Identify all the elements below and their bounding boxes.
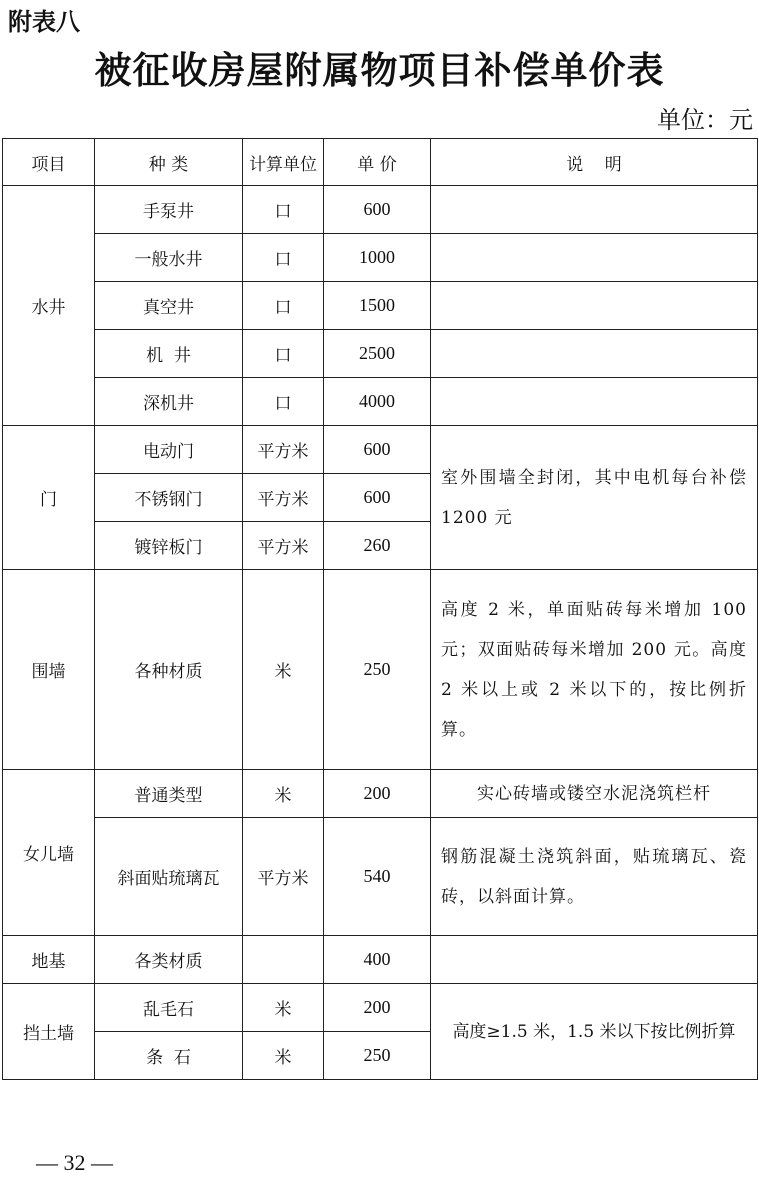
unit-cell: 口 — [243, 234, 324, 282]
kind-cell: 镀锌板门 — [95, 522, 243, 570]
note-cell: 高度≥1.5 米，1.5 米以下按比例折算 — [431, 984, 758, 1080]
note-cell: 实心砖墙或镂空水泥浇筑栏杆 — [431, 770, 758, 818]
header-note: 说 明 — [431, 139, 758, 186]
kind-cell: 普通类型 — [95, 770, 243, 818]
kind-cell: 条 石 — [95, 1032, 243, 1080]
kind-cell: 不锈钢门 — [95, 474, 243, 522]
table-row — [3, 234, 758, 282]
kind-cell: 乱毛石 — [95, 984, 243, 1032]
note-cell — [431, 186, 758, 234]
compensation-table — [2, 138, 758, 1080]
header-price: 单 价 — [324, 139, 431, 186]
note-cell: 钢筋混凝土浇筑斜面，贴琉璃瓦、瓷砖，以斜面计算。 — [431, 818, 758, 936]
unit-cell: 米 — [243, 1032, 324, 1080]
unit-cell: 平方米 — [243, 474, 324, 522]
table-row — [3, 818, 758, 936]
price-cell: 400 — [324, 936, 431, 984]
price-cell: 260 — [324, 522, 431, 570]
price-cell: 200 — [324, 984, 431, 1032]
price-cell: 600 — [324, 186, 431, 234]
item-cell: 水井 — [3, 186, 95, 426]
table-row — [3, 186, 758, 234]
table-row — [3, 770, 758, 818]
unit-cell: 口 — [243, 330, 324, 378]
table-row — [3, 570, 758, 770]
unit-cell: 口 — [243, 378, 324, 426]
unit-cell — [243, 936, 324, 984]
note-cell — [431, 378, 758, 426]
item-cell: 挡土墙 — [3, 984, 95, 1080]
kind-cell: 斜面贴琉璃瓦 — [95, 818, 243, 936]
item-cell: 围墙 — [3, 570, 95, 770]
page-number: — 32 — — [36, 1150, 113, 1175]
appendix-label: 附表八 — [8, 8, 80, 36]
unit-cell: 平方米 — [243, 818, 324, 936]
header-item: 项目 — [3, 139, 95, 186]
page-title: 被征收房屋附属物项目补偿单价表 — [94, 49, 665, 92]
table-header-row — [3, 139, 758, 186]
unit-cell: 口 — [243, 186, 324, 234]
kind-cell: 手泵井 — [95, 186, 243, 234]
table-row — [3, 984, 758, 1032]
kind-cell: 各类材质 — [95, 936, 243, 984]
unit-cell: 平方米 — [243, 426, 324, 474]
note-cell — [431, 282, 758, 330]
price-cell: 250 — [324, 1032, 431, 1080]
table-row — [3, 378, 758, 426]
note-cell: 室外围墙全封闭，其中电机每台补偿 1200 元 — [431, 426, 758, 570]
header-unit: 计算单位 — [243, 139, 324, 186]
price-cell: 1500 — [324, 282, 431, 330]
price-cell: 600 — [324, 426, 431, 474]
item-cell: 女儿墙 — [3, 770, 95, 936]
table-row — [3, 330, 758, 378]
price-cell: 4000 — [324, 378, 431, 426]
header-kind: 种 类 — [95, 139, 243, 186]
price-cell: 250 — [324, 570, 431, 770]
price-cell: 200 — [324, 770, 431, 818]
kind-cell: 机 井 — [95, 330, 243, 378]
unit-cell: 口 — [243, 282, 324, 330]
unit-label: 单位：元 — [657, 106, 753, 134]
note-cell — [431, 330, 758, 378]
table-row — [3, 426, 758, 474]
note-cell — [431, 936, 758, 984]
item-cell: 门 — [3, 426, 95, 570]
kind-cell: 一般水井 — [95, 234, 243, 282]
note-cell: 高度 2 米，单面贴砖每米增加 100 元；双面贴砖每米增加 200 元。高度 2 米以上或 2 米以下的，按比例折算。 — [431, 570, 758, 770]
price-cell: 2500 — [324, 330, 431, 378]
unit-cell: 米 — [243, 570, 324, 770]
kind-cell: 深机井 — [95, 378, 243, 426]
table-row — [3, 936, 758, 984]
note-cell — [431, 234, 758, 282]
table-row — [3, 282, 758, 330]
unit-cell: 米 — [243, 984, 324, 1032]
kind-cell: 电动门 — [95, 426, 243, 474]
unit-cell: 米 — [243, 770, 324, 818]
kind-cell: 真空井 — [95, 282, 243, 330]
price-cell: 600 — [324, 474, 431, 522]
item-cell: 地基 — [3, 936, 95, 984]
kind-cell: 各种材质 — [95, 570, 243, 770]
price-cell: 540 — [324, 818, 431, 936]
unit-cell: 平方米 — [243, 522, 324, 570]
price-cell: 1000 — [324, 234, 431, 282]
